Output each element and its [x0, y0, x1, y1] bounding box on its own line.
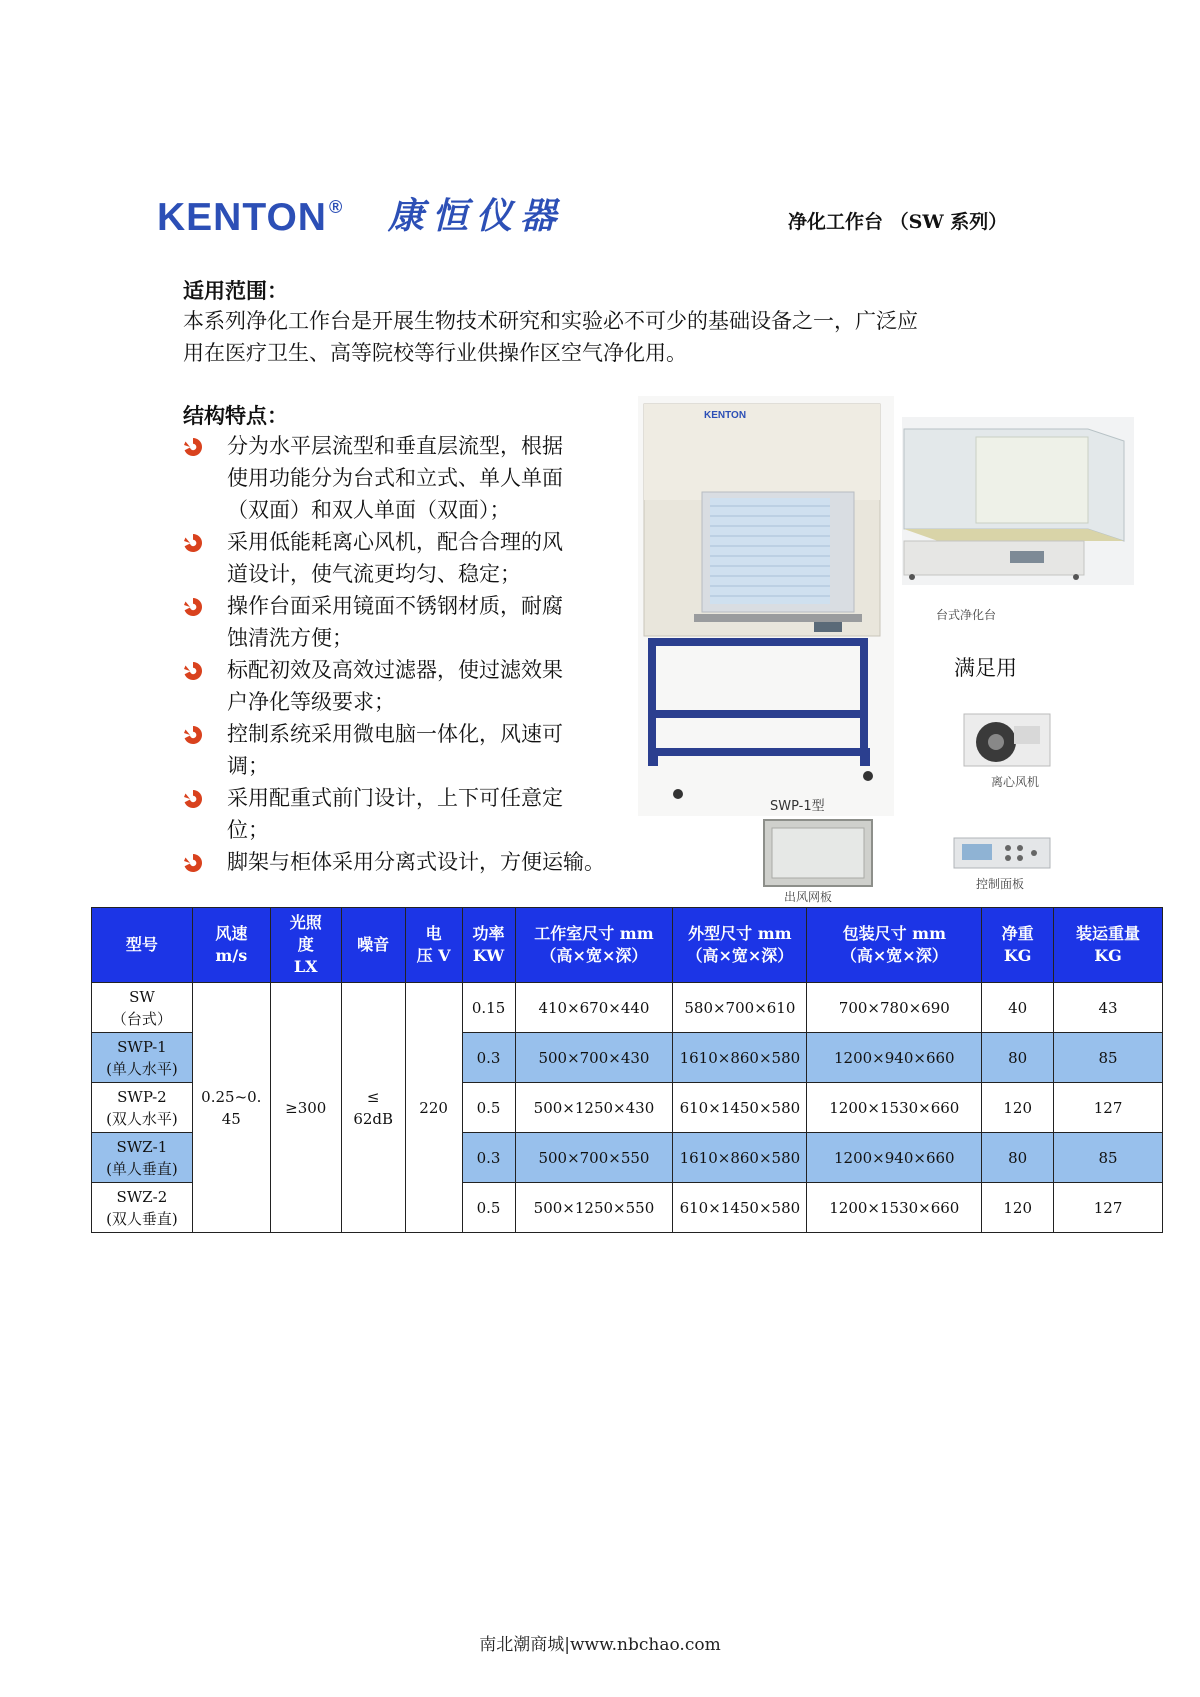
- scope-line: 本系列净化工作台是开展生物技术研究和实验必不可少的基础设备之一，广泛应: [183, 309, 918, 333]
- cabinet-caption: SWP-1型: [770, 799, 825, 814]
- column-header-line: LX: [293, 957, 318, 976]
- model-cell-text: SWZ-1: [116, 1137, 168, 1156]
- feature-item: [182, 526, 622, 590]
- ship-weight-cell-text: 127: [1093, 1198, 1123, 1217]
- power-cell-text: 0.3: [476, 1148, 501, 1167]
- bullet-icon: [182, 532, 204, 554]
- work-size-cell-text: 500×1250×430: [533, 1098, 655, 1117]
- column-header: [405, 908, 462, 983]
- ship-weight-cell: [1054, 983, 1163, 1033]
- column-header-line: KW: [472, 946, 505, 965]
- voltage-cell: [405, 983, 462, 1233]
- model-cell-text: (单人水平): [106, 1059, 178, 1078]
- bullet-icon: [182, 436, 204, 458]
- wind-speed-cell-text: 45: [221, 1109, 241, 1128]
- column-header: [270, 908, 341, 983]
- noise-cell-text: ≤: [366, 1087, 380, 1106]
- ship-weight-cell: [1054, 1083, 1163, 1133]
- feature-line: 道设计，使气流更均匀、稳定；: [227, 562, 521, 586]
- ship-weight-cell: [1054, 1033, 1163, 1083]
- power-cell-text: 0.5: [476, 1198, 501, 1217]
- column-header-line: （高×宽×深）: [540, 946, 648, 965]
- model-cell-text: (单人垂直): [106, 1159, 178, 1178]
- net-weight-cell-text: 40: [1008, 998, 1028, 1017]
- feature-line: （双面）和双人单面（双面）；: [227, 498, 511, 522]
- brand-logo-chinese: 康恒仪器: [388, 196, 565, 237]
- column-header-line: 电: [425, 924, 442, 943]
- feature-line: 采用配重式前门设计，上下可任意定: [227, 786, 563, 810]
- work-size-cell-text: 500×700×550: [538, 1148, 650, 1167]
- bench-illustration: [898, 415, 1138, 625]
- outer-size-cell: [673, 1183, 807, 1233]
- model-cell-text: (双人水平): [106, 1109, 178, 1128]
- feature-item: [182, 782, 622, 846]
- feature-line: 分为水平层流型和垂直层流型，根据: [227, 434, 563, 458]
- outer-size-cell: [673, 1033, 807, 1083]
- column-header: [982, 908, 1054, 983]
- bench-image: [898, 415, 1138, 625]
- brand-logo-latin: [157, 198, 343, 237]
- column-header-line: m/s: [215, 946, 248, 965]
- feature-item: [182, 590, 622, 654]
- power-cell-text: 0.3: [476, 1048, 501, 1067]
- model-cell-text: （台式）: [111, 1009, 172, 1028]
- features-heading: 结构特点：: [183, 403, 288, 428]
- cabinet-image: [638, 396, 894, 816]
- model-cell: [92, 1183, 193, 1233]
- net-weight-cell-text: 120: [1003, 1198, 1032, 1217]
- work-size-cell: [515, 1083, 673, 1133]
- pack-size-cell: [807, 1033, 982, 1083]
- net-weight-cell-text: 120: [1003, 1098, 1032, 1117]
- column-header: [673, 908, 807, 983]
- outer-size-cell-text: 1610×860×580: [679, 1048, 801, 1067]
- work-size-cell: [515, 1033, 673, 1083]
- bullet-icon: [182, 596, 204, 618]
- cabinet-logo: KENTON: [704, 410, 747, 421]
- feature-line: 采用低能耗离心风机，配合合理的风: [227, 530, 563, 554]
- panel-illustration: [952, 834, 1052, 874]
- bullet-icon: [182, 660, 204, 682]
- column-header-line: 度: [297, 935, 314, 954]
- bullet-icon: [182, 788, 204, 810]
- outer-size-cell: [673, 983, 807, 1033]
- column-header-line: 包装尺寸 mm: [842, 924, 947, 943]
- column-header: [807, 908, 982, 983]
- power-cell: [462, 983, 515, 1033]
- model-cell-text: (双人垂直): [106, 1209, 178, 1228]
- feature-item: [182, 846, 622, 878]
- column-header: [92, 908, 193, 983]
- voltage-cell-text: 220: [419, 1098, 448, 1117]
- pack-size-cell-text: 700×780×690: [838, 998, 950, 1017]
- column-header-line: 风速: [215, 924, 248, 943]
- work-size-cell-text: 500×1250×550: [533, 1198, 655, 1217]
- net-weight-cell-text: 80: [1008, 1048, 1028, 1067]
- noise-cell: [341, 983, 405, 1233]
- noise-cell-text: 62dB: [353, 1109, 394, 1128]
- wind-speed-cell: [192, 983, 270, 1233]
- column-header-line: 工作室尺寸 mm: [534, 924, 654, 943]
- outer-size-cell-text: 580×700×610: [684, 998, 796, 1017]
- model-cell: [92, 1133, 193, 1183]
- pack-size-cell-text: 1200×1530×660: [829, 1098, 960, 1117]
- outlet-illustration: [762, 818, 874, 888]
- model-cell-text: SWP-1: [117, 1037, 167, 1056]
- feature-item: [182, 718, 622, 782]
- scope-line: 用在医疗卫生、高等院校等行业供操作区空气净化用。: [183, 341, 687, 365]
- ship-weight-cell-text: 43: [1098, 998, 1118, 1017]
- column-header-line: 噪音: [357, 935, 390, 954]
- column-header-line: 光照: [289, 913, 322, 932]
- net-weight-cell: [982, 1083, 1054, 1133]
- net-weight-cell: [982, 1183, 1054, 1233]
- pack-size-cell-text: 1200×940×660: [834, 1048, 955, 1067]
- illuminance-cell-text: ≥300: [285, 1098, 327, 1117]
- column-header-line: 外型尺寸 mm: [688, 924, 792, 943]
- pack-size-cell: [807, 1083, 982, 1133]
- column-header-line: 装运重量: [1076, 924, 1141, 943]
- pack-size-cell-text: 1200×1530×660: [829, 1198, 960, 1217]
- feature-line: 操作台面采用镜面不锈钢材质，耐腐: [227, 594, 563, 618]
- power-cell-text: 0.15: [471, 998, 506, 1017]
- illuminance-cell: [270, 983, 341, 1233]
- pack-size-cell-text: 1200×940×660: [834, 1148, 955, 1167]
- registered-mark: ®: [328, 197, 344, 217]
- fan-illustration: [958, 710, 1058, 770]
- column-header-line: 功率: [472, 924, 505, 943]
- outer-size-cell: [673, 1133, 807, 1183]
- panel-image: [952, 834, 1052, 904]
- work-size-cell: [515, 1183, 673, 1233]
- fan-image: [958, 710, 1058, 790]
- power-cell-text: 0.5: [476, 1098, 501, 1117]
- feature-item: [182, 654, 622, 718]
- feature-item: [182, 430, 622, 526]
- spec-table: [91, 907, 1163, 1233]
- model-cell-text: SWP-2: [117, 1087, 167, 1106]
- column-header-line: 净重: [1001, 924, 1034, 943]
- model-cell: [92, 1083, 193, 1133]
- outer-size-cell-text: 1610×860×580: [679, 1148, 801, 1167]
- model-cell: [92, 983, 193, 1033]
- table-row: [92, 983, 1163, 1033]
- feature-line: 使用功能分为台式和立式、单人单面: [227, 466, 563, 490]
- pack-size-cell: [807, 983, 982, 1033]
- net-weight-cell-text: 80: [1008, 1148, 1028, 1167]
- column-header: [515, 908, 673, 983]
- outer-size-cell-text: 610×1450×580: [679, 1098, 801, 1117]
- outer-size-cell: [673, 1083, 807, 1133]
- net-weight-cell: [982, 1033, 1054, 1083]
- feature-line: 位；: [227, 818, 269, 842]
- ship-weight-cell: [1054, 1183, 1163, 1233]
- ship-weight-cell-text: 127: [1093, 1098, 1123, 1117]
- feature-line: 控制系统采用微电脑一体化，风速可: [227, 722, 563, 746]
- feature-line: 蚀清洗方便；: [227, 626, 353, 650]
- scope-heading: 适用范围：: [183, 278, 288, 303]
- column-header-line: 压 V: [416, 946, 451, 965]
- wind-speed-cell-text: 0.25~0.: [201, 1087, 262, 1106]
- bullet-icon: [182, 724, 204, 746]
- pack-size-cell: [807, 1133, 982, 1183]
- outlet-caption: 出风网板: [784, 890, 833, 904]
- footer: 南北潮商城|www.nbchao.com: [479, 1635, 721, 1655]
- scope-text: [183, 305, 1043, 369]
- column-header-line: KG: [1094, 946, 1122, 965]
- table-header-row: [92, 908, 1163, 983]
- column-header: [341, 908, 405, 983]
- work-size-cell-text: 410×670×440: [538, 998, 650, 1017]
- ship-weight-cell-text: 85: [1098, 1048, 1118, 1067]
- side-note: 满足用: [954, 656, 1017, 680]
- work-size-cell: [515, 983, 673, 1033]
- pack-size-cell: [807, 1183, 982, 1233]
- model-cell-text: SW: [129, 987, 155, 1006]
- ship-weight-cell: [1054, 1133, 1163, 1183]
- document-title: 净化工作台 （SW 系列）: [788, 211, 1008, 233]
- column-header-line: KG: [1003, 946, 1032, 965]
- work-size-cell-text: 500×700×430: [538, 1048, 650, 1067]
- cabinet-illustration: [638, 396, 894, 816]
- outlet-image: [762, 818, 874, 906]
- power-cell: [462, 1183, 515, 1233]
- column-header-line: 型号: [125, 935, 158, 954]
- net-weight-cell: [982, 1133, 1054, 1183]
- features-list: [182, 430, 622, 878]
- feature-line: 标配初效及高效过滤器，使过滤效果: [227, 658, 563, 682]
- column-header-line: （高×宽×深）: [840, 946, 948, 965]
- work-size-cell: [515, 1133, 673, 1183]
- outer-size-cell-text: 610×1450×580: [679, 1198, 801, 1217]
- column-header: [1054, 908, 1163, 983]
- column-header: [192, 908, 270, 983]
- column-header: [462, 908, 515, 983]
- panel-caption: 控制面板: [976, 877, 1025, 891]
- feature-line: 调；: [227, 754, 269, 778]
- power-cell: [462, 1083, 515, 1133]
- power-cell: [462, 1033, 515, 1083]
- bench-caption: 台式净化台: [936, 608, 997, 622]
- ship-weight-cell-text: 85: [1098, 1148, 1118, 1167]
- bullet-icon: [182, 852, 204, 874]
- net-weight-cell: [982, 983, 1054, 1033]
- model-cell: [92, 1033, 193, 1083]
- feature-line: 户净化等级要求；: [227, 690, 395, 714]
- model-cell-text: SWZ-2: [116, 1187, 168, 1206]
- fan-caption: 离心风机: [991, 775, 1040, 789]
- column-header-line: （高×宽×深）: [686, 946, 794, 965]
- brand-name: KENTON: [157, 196, 327, 239]
- power-cell: [462, 1133, 515, 1183]
- feature-line: 脚架与柜体采用分离式设计，方便运输。: [227, 850, 605, 874]
